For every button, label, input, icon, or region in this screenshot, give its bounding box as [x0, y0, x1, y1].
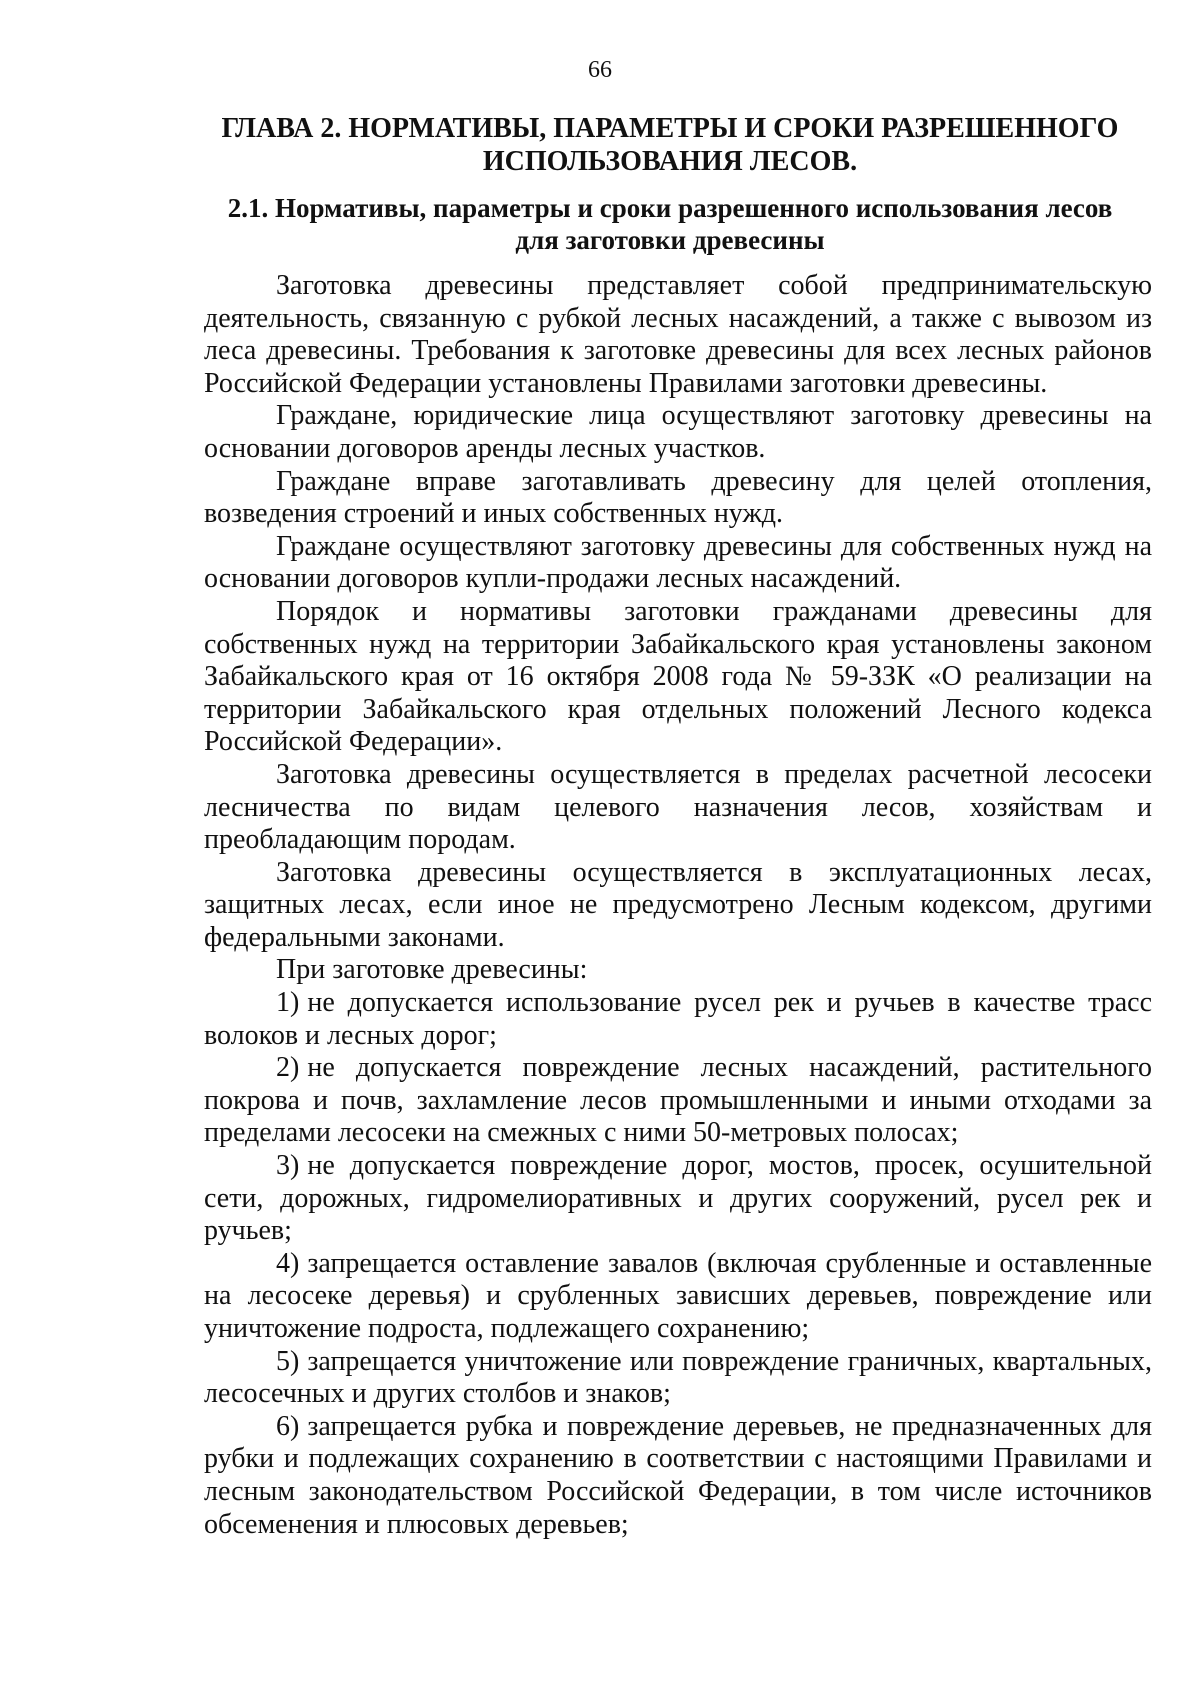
paragraph: Граждане, юридические лица осуществляют заготовку древесины на основании договоров аренды лесных участков.	[204, 400, 1152, 464]
list-item-number: 5)	[276, 1345, 300, 1377]
list-item-text: не допускается повреждение лесных насаждений, растительного покрова и почв, захламление лесов промышленными и иными отходами за пределами лесосеки на смежных с ними 50-метровых полосах;	[204, 1052, 1152, 1149]
list-item-number: 3)	[276, 1150, 300, 1182]
body-text	[204, 270, 1152, 1541]
list-item	[204, 1411, 1152, 1541]
list-item	[204, 1248, 1152, 1346]
list-item-text: запрещается рубка и повреждение деревьев, не предназначенных для рубки и подлежащих сохранению в соответствии с настоящими Правилами и лесным законодательством Российской Федерации, в том числе источников обсеменения и плюсовых деревьев;	[204, 1410, 1152, 1540]
list-item-number: 1)	[276, 987, 300, 1019]
page-number: 66	[588, 57, 612, 83]
chapter-title-line-2: ИСПОЛЬЗОВАНИЯ ЛЕСОВ.	[482, 146, 858, 177]
paragraph: Граждане вправе заготавливать древесину для целей отопления, возведения строений и иных собственных нужд.	[204, 465, 1152, 530]
list-item	[204, 1150, 1152, 1248]
section-title	[190, 192, 1150, 256]
section-title-line-2: для заготовки древесины	[515, 225, 825, 255]
list-item	[204, 987, 1152, 1052]
list-item-text: не допускается повреждение дорог, мостов, просек, осушительной сети, дорожных, гидромелиоративных и других сооружений, русел рек и ручьев;	[204, 1150, 1152, 1247]
paragraph: Заготовка древесины осуществляется в пределах расчетной лесосеки лесничества по видам целевого назначения лесов, хозяйствам и преобладающим породам.	[204, 758, 1152, 856]
list-item	[204, 1346, 1152, 1411]
list-item-text: не допускается использование русел рек и ручьев в качестве трасс волоков и лесных дорог;	[204, 987, 1152, 1051]
list-item-text: запрещается оставление завалов (включая срубленные и оставленные на лесосеке деревья) и срубленных зависших деревьев, повреждение или уничтожение подроста, подлежащего сохранению;	[204, 1247, 1152, 1344]
paragraph: При заготовке древесины:	[276, 954, 588, 986]
chapter-title	[190, 112, 1150, 178]
list-item-number: 6)	[276, 1410, 300, 1442]
chapter-title-line-1: ГЛАВА 2. НОРМАТИВЫ, ПАРАМЕТРЫ И СРОКИ РАЗРЕШЕННОГО	[221, 113, 1119, 144]
list-item	[204, 1052, 1152, 1150]
list-item-text: запрещается уничтожение или повреждение граничных, квартальных, лесосечных и других столбов и знаков;	[204, 1345, 1152, 1410]
list-item-number: 4)	[276, 1247, 300, 1279]
list-item-number: 2)	[276, 1052, 300, 1084]
paragraph: Заготовка древесины представляет собой предпринимательскую деятельность, связанную с рубкой лесных насаждений, а также с вывозом из леса древесины. Требования к заготовке древесины для всех лесных районов Российской Федерации установлены Правилами заготовки древесины.	[204, 270, 1152, 399]
section-title-line-1: 2.1. Нормативы, параметры и сроки разрешенного использования лесов	[227, 193, 1113, 223]
paragraph: Порядок и нормативы заготовки гражданами древесины для собственных нужд на территории Забайкальского края установлены законом Забайкальского края от 16 октября 2008 года № 59-ЗЗК «О реализации на территории Забайкальского края отдельных положений Лесного кодекса Российской Федерации».	[204, 595, 1152, 758]
paragraph: Граждане осуществляют заготовку древесины для собственных нужд на основании договоров купли-продажи лесных насаждений.	[204, 530, 1152, 595]
paragraph: Заготовка древесины осуществляется в эксплуатационных лесах, защитных лесах, если иное не предусмотрено Лесным кодексом, другими федеральными законами.	[204, 856, 1152, 953]
